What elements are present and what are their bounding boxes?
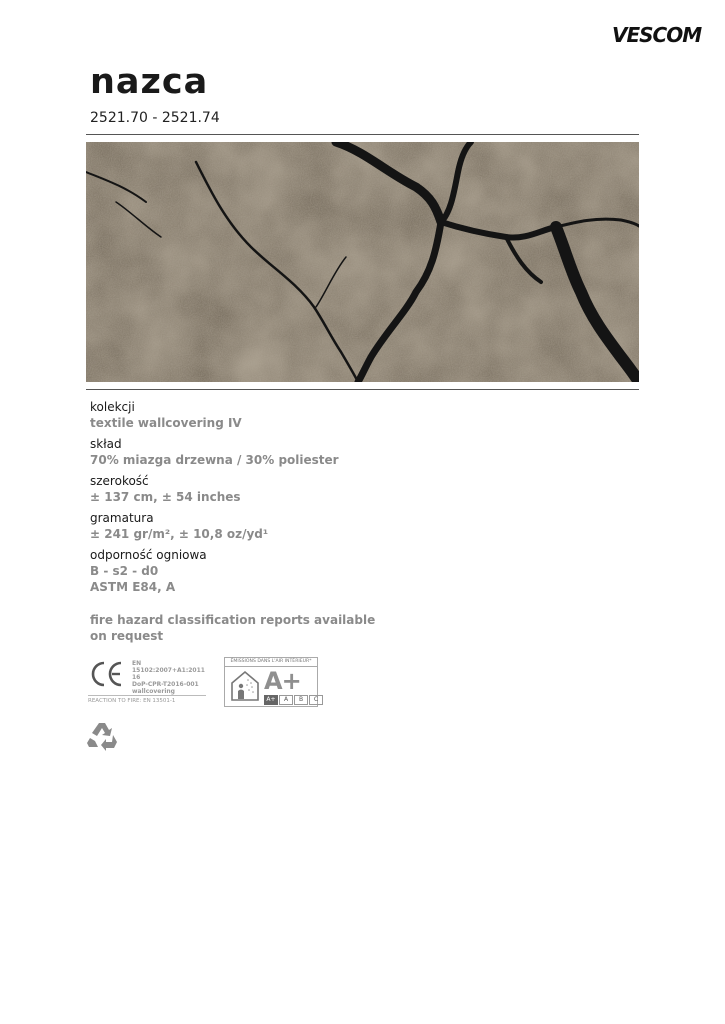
house-icon (229, 669, 261, 702)
ce-divider (88, 695, 206, 696)
emissions-scale (264, 695, 323, 705)
fire-report-note: fire hazard classification reports available on request (90, 613, 376, 643)
spec-label: skład (90, 437, 122, 451)
spec-value: ASTM E84, A (90, 580, 176, 594)
emissions-label (224, 657, 318, 707)
spec-label: odporność ogniowa (90, 548, 207, 562)
spec-collection (90, 400, 390, 431)
spec-value: ± 137 cm, ± 54 inches (90, 490, 241, 504)
bottom-divider (86, 389, 639, 390)
recycle-icon (86, 720, 122, 752)
ce-mark-icon (88, 660, 126, 688)
scale-a-plus: A+ (264, 695, 278, 705)
spec-label: kolekcji (90, 400, 135, 414)
spec-label: szerokość (90, 474, 149, 488)
spec-weight (90, 511, 390, 542)
product-name: nazca (90, 62, 209, 102)
material-swatch-image (86, 142, 639, 382)
spec-list (90, 400, 390, 601)
spec-value: textile wallcovering IV (90, 416, 242, 430)
product-codes: 2521.70 - 2521.74 (90, 110, 220, 126)
spec-fire-resistance (90, 548, 390, 595)
spec-width (90, 474, 390, 505)
vescom-logo (612, 20, 704, 48)
emissions-header: ÉMISSIONS DANS L'AIR INTÉRIEUR* (225, 658, 317, 667)
spec-label: gramatura (90, 511, 154, 525)
scale-b: B (294, 695, 308, 705)
ce-declaration-text: EN 15102:2007+A1:2011 16 DoP-CPR-T2016-001 wallcovering (132, 660, 205, 695)
spec-composition (90, 437, 390, 468)
ce-certification (88, 658, 208, 708)
top-divider (86, 134, 639, 135)
spec-value: B - s2 - d0 (90, 564, 159, 578)
spec-value: ± 241 gr/m², ± 10,8 oz/yd¹ (90, 527, 269, 541)
scale-c: C (309, 695, 323, 705)
spec-value: 70% miazga drzewna / 30% poliester (90, 453, 339, 467)
emissions-grade: A+ (264, 667, 301, 695)
scale-a: A (279, 695, 293, 705)
svg-text:VESCOM: VESCOM (612, 23, 702, 47)
ce-reaction-to-fire: REACTION TO FIRE: EN 13501-1 (88, 698, 176, 704)
